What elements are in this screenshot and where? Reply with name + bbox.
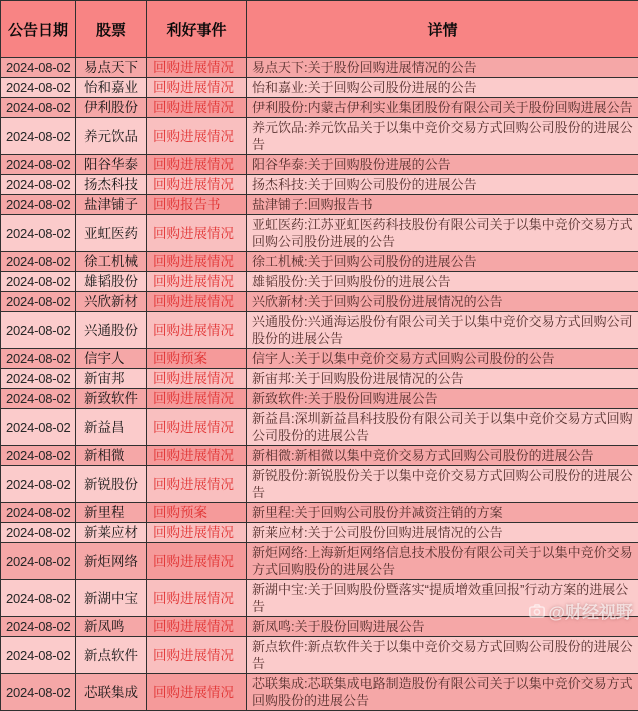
event-type-cell: 回购进展情况 xyxy=(147,58,247,78)
detail-cell: 伊利股份:内蒙古伊利实业集团股份有限公司关于股份回购进展公告 xyxy=(247,98,638,118)
stock-name-cell: 新湖中宝 xyxy=(76,580,147,617)
event-type-cell: 回购进展情况 xyxy=(147,292,247,312)
detail-cell: 新锐股份:新锐股份关于以集中竞价交易方式回购公司股份的进展公告 xyxy=(247,466,638,503)
event-type-cell: 回购进展情况 xyxy=(147,466,247,503)
detail-cell: 徐工机械:关于回购公司股份的进展公告 xyxy=(247,252,638,272)
stock-name-cell: 兴通股份 xyxy=(76,312,147,349)
table-row xyxy=(1,349,638,369)
announcement-date-cell: 2024-08-02 xyxy=(1,312,76,349)
col-header-stock: 股票 xyxy=(76,1,147,58)
detail-cell: 新宙邦:关于回购股份进展情况的公告 xyxy=(247,369,638,389)
announcement-date-cell: 2024-08-02 xyxy=(1,543,76,580)
detail-cell: 新相微:新相微以集中竞价交易方式回购公司股份的进展公告 xyxy=(247,446,638,466)
event-type-cell: 回购进展情况 xyxy=(147,674,247,711)
announcement-date-cell: 2024-08-02 xyxy=(1,580,76,617)
detail-cell: 信宇人:关于以集中竞价交易方式回购公司股份的公告 xyxy=(247,349,638,369)
announcement-date-cell: 2024-08-02 xyxy=(1,78,76,98)
stock-name-cell: 亚虹医药 xyxy=(76,215,147,252)
table-row xyxy=(1,175,638,195)
detail-cell: 新里程:关于回购公司股份并减资注销的方案 xyxy=(247,503,638,523)
announcement-date-cell: 2024-08-02 xyxy=(1,292,76,312)
stock-name-cell: 扬杰科技 xyxy=(76,175,147,195)
event-type-cell: 回购进展情况 xyxy=(147,175,247,195)
table-row xyxy=(1,409,638,446)
stock-name-cell: 雄韬股份 xyxy=(76,272,147,292)
detail-cell: 扬杰科技:关于回购公司股份的进展公告 xyxy=(247,175,638,195)
detail-cell: 盐津铺子:回购报告书 xyxy=(247,195,638,215)
table-row xyxy=(1,674,638,711)
table-row xyxy=(1,78,638,98)
event-type-cell: 回购进展情况 xyxy=(147,637,247,674)
announcement-date-cell: 2024-08-02 xyxy=(1,503,76,523)
event-type-cell: 回购进展情况 xyxy=(147,312,247,349)
announcement-date-cell: 2024-08-02 xyxy=(1,389,76,409)
table-row xyxy=(1,446,638,466)
announcement-date-cell: 2024-08-02 xyxy=(1,523,76,543)
announcement-date-cell: 2024-08-02 xyxy=(1,98,76,118)
event-type-cell: 回购预案 xyxy=(147,349,247,369)
table-row xyxy=(1,580,638,617)
stock-name-cell: 新益昌 xyxy=(76,409,147,446)
detail-cell: 新炬网络:上海新炬网络信息技术股份有限公司关于以集中竞价交易方式回购股份的进展公告 xyxy=(247,543,638,580)
stock-name-cell: 新相微 xyxy=(76,446,147,466)
announcement-date-cell: 2024-08-02 xyxy=(1,617,76,637)
detail-cell: 怡和嘉业:关于回购公司股份进展的公告 xyxy=(247,78,638,98)
detail-cell: 新莱应材:关于公司股份回购进展情况的公告 xyxy=(247,523,638,543)
detail-cell: 新益昌:深圳新益昌科技股份有限公司关于以集中竞价交易方式回购公司股份的进展公告 xyxy=(247,409,638,446)
stock-name-cell: 新里程 xyxy=(76,503,147,523)
event-type-cell: 回购进展情况 xyxy=(147,118,247,155)
event-type-cell: 回购进展情况 xyxy=(147,369,247,389)
stock-name-cell: 新点软件 xyxy=(76,637,147,674)
table-row xyxy=(1,369,638,389)
stock-name-cell: 新莱应材 xyxy=(76,523,147,543)
detail-cell: 兴欣新材:关于回购公司股份进展情况的公告 xyxy=(247,292,638,312)
table-row xyxy=(1,58,638,78)
table-row xyxy=(1,272,638,292)
table-row xyxy=(1,98,638,118)
stock-name-cell: 新宙邦 xyxy=(76,369,147,389)
event-type-cell: 回购进展情况 xyxy=(147,252,247,272)
event-type-cell: 回购进展情况 xyxy=(147,389,247,409)
table-row xyxy=(1,503,638,523)
table-row xyxy=(1,389,638,409)
stock-name-cell: 芯联集成 xyxy=(76,674,147,711)
event-type-cell: 回购报告书 xyxy=(147,195,247,215)
stock-name-cell: 怡和嘉业 xyxy=(76,78,147,98)
stock-name-cell: 信宇人 xyxy=(76,349,147,369)
announcement-date-cell: 2024-08-02 xyxy=(1,215,76,252)
announcement-date-cell: 2024-08-02 xyxy=(1,466,76,503)
stock-name-cell: 盐津铺子 xyxy=(76,195,147,215)
stock-name-cell: 新锐股份 xyxy=(76,466,147,503)
col-header-date: 公告日期 xyxy=(1,1,76,58)
detail-cell: 阳谷华泰:关于回购股份进展的公告 xyxy=(247,155,638,175)
event-type-cell: 回购进展情况 xyxy=(147,78,247,98)
detail-cell: 芯联集成:芯联集成电路制造股份有限公司关于以集中竞价交易方式回购股份的进展公告 xyxy=(247,674,638,711)
event-type-cell: 回购进展情况 xyxy=(147,523,247,543)
event-type-cell: 回购进展情况 xyxy=(147,215,247,252)
detail-cell: 新凤鸣:关于股份回购进展公告 xyxy=(247,617,638,637)
detail-cell: 养元饮品:养元饮品关于以集中竞价交易方式回购公司股份的进展公告 xyxy=(247,118,638,155)
event-type-cell: 回购预案 xyxy=(147,503,247,523)
table-body xyxy=(1,58,638,711)
detail-cell: 新湖中宝:关于回购股份暨落实“提质增效重回报”行动方案的进展公告 xyxy=(247,580,638,617)
event-type-cell: 回购进展情况 xyxy=(147,580,247,617)
table-row xyxy=(1,466,638,503)
announcement-date-cell: 2024-08-02 xyxy=(1,369,76,389)
detail-cell: 亚虹医药:江苏亚虹医药科技股份有限公司关于以集中竞价交易方式回购公司股份进展的公告 xyxy=(247,215,638,252)
detail-cell: 兴通股份:兴通海运股份有限公司关于以集中竞价交易方式回购公司股份的进展公告 xyxy=(247,312,638,349)
stock-name-cell: 养元饮品 xyxy=(76,118,147,155)
event-type-cell: 回购进展情况 xyxy=(147,155,247,175)
table-row xyxy=(1,523,638,543)
event-type-cell: 回购进展情况 xyxy=(147,409,247,446)
announcement-date-cell: 2024-08-02 xyxy=(1,118,76,155)
watermark-text: @财经视野 xyxy=(548,598,633,623)
stock-name-cell: 兴欣新材 xyxy=(76,292,147,312)
table-row xyxy=(1,292,638,312)
announcement-date-cell: 2024-08-02 xyxy=(1,272,76,292)
table-row xyxy=(1,195,638,215)
announcement-date-cell: 2024-08-02 xyxy=(1,409,76,446)
announcement-date-cell: 2024-08-02 xyxy=(1,674,76,711)
detail-cell: 新点软件:新点软件关于以集中竞价交易方式回购公司股份的进展公告 xyxy=(247,637,638,674)
stock-name-cell: 徐工机械 xyxy=(76,252,147,272)
table-row xyxy=(1,252,638,272)
announcement-date-cell: 2024-08-02 xyxy=(1,349,76,369)
stock-name-cell: 伊利股份 xyxy=(76,98,147,118)
announcement-date-cell: 2024-08-02 xyxy=(1,252,76,272)
stock-name-cell: 阳谷华泰 xyxy=(76,155,147,175)
event-type-cell: 回购进展情况 xyxy=(147,446,247,466)
table-row xyxy=(1,155,638,175)
announcement-date-cell: 2024-08-02 xyxy=(1,446,76,466)
event-type-cell: 回购进展情况 xyxy=(147,98,247,118)
table-row xyxy=(1,215,638,252)
announcement-date-cell: 2024-08-02 xyxy=(1,175,76,195)
col-header-detail: 详情 xyxy=(247,1,638,58)
stock-name-cell: 新炬网络 xyxy=(76,543,147,580)
detail-cell: 新致软件:关于股份回购进展公告 xyxy=(247,389,638,409)
stock-name-cell: 新凤鸣 xyxy=(76,617,147,637)
col-header-event: 利好事件 xyxy=(147,1,247,58)
announcement-date-cell: 2024-08-02 xyxy=(1,637,76,674)
announcement-date-cell: 2024-08-02 xyxy=(1,58,76,78)
detail-cell: 雄韬股份:关于回购股份的进展公告 xyxy=(247,272,638,292)
header-row xyxy=(1,1,638,58)
detail-cell: 易点天下:关于股份回购进展情况的公告 xyxy=(247,58,638,78)
stock-name-cell: 易点天下 xyxy=(76,58,147,78)
event-type-cell: 回购进展情况 xyxy=(147,543,247,580)
table-row xyxy=(1,118,638,155)
event-type-cell: 回购进展情况 xyxy=(147,617,247,637)
announcement-date-cell: 2024-08-02 xyxy=(1,195,76,215)
table-row xyxy=(1,617,638,637)
table-row xyxy=(1,312,638,349)
table-row xyxy=(1,543,638,580)
stock-name-cell: 新致软件 xyxy=(76,389,147,409)
event-type-cell: 回购进展情况 xyxy=(147,272,247,292)
announcement-date-cell: 2024-08-02 xyxy=(1,155,76,175)
table-row xyxy=(1,637,638,674)
